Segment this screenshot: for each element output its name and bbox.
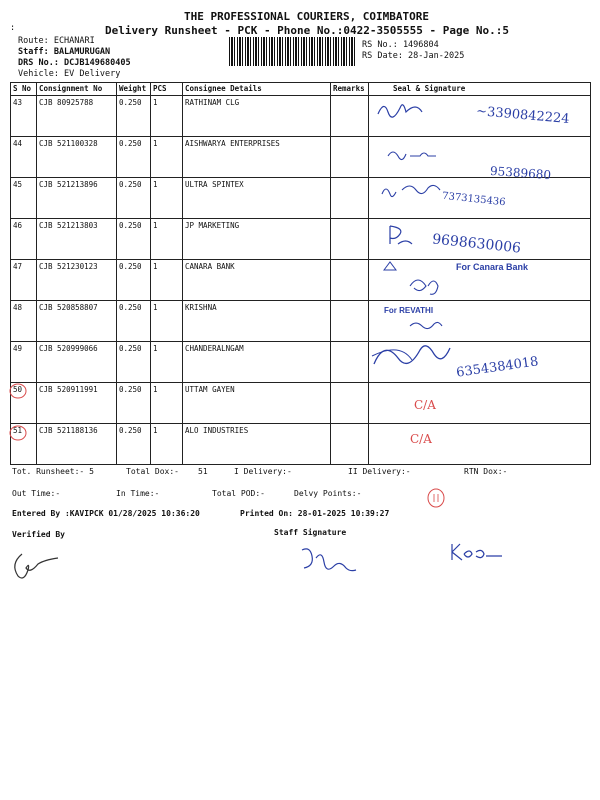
corner-mark: :	[10, 23, 16, 33]
cell-pcs: 1	[151, 301, 183, 342]
barcode-image	[229, 37, 356, 66]
cell-sno: 49	[11, 342, 37, 383]
cell-pcs: 1	[151, 260, 183, 301]
cell-remarks	[331, 219, 369, 260]
drs-number: DRS No.: DCJB149680405	[18, 58, 131, 68]
verified-signature	[8, 548, 64, 584]
cell-sno: 45	[11, 178, 37, 219]
route-label: Route: ECHANARI	[18, 36, 95, 46]
cell-weight: 0.250	[117, 424, 151, 465]
total-pod: Total POD:-	[212, 489, 265, 498]
revathi-stamp: For REVATHI	[384, 306, 434, 315]
cell-weight: 0.250	[117, 260, 151, 301]
cell-weight: 0.250	[117, 383, 151, 424]
cell-pcs: 1	[151, 424, 183, 465]
cell-consignee: AISHWARYA ENTERPRISES	[183, 137, 331, 178]
verified-by: Verified By	[12, 530, 65, 539]
rs-number: RS No.: 1496804	[362, 40, 439, 50]
runsheet-subtitle: Delivery Runsheet - PCK - Phone No.:0422-3505555 - Page No.:5	[105, 24, 509, 37]
cell-remarks	[331, 383, 369, 424]
cell-pcs: 1	[151, 178, 183, 219]
vehicle-label: Vehicle: EV Delivery	[18, 69, 121, 79]
cell-consignee: KRISHNA	[183, 301, 331, 342]
staff-signature-label: Staff Signature	[274, 528, 347, 537]
ca-mark-51: C/A	[410, 432, 432, 446]
cell-pcs: 1	[151, 383, 183, 424]
cell-consignment: CJB 80925788	[37, 96, 117, 137]
handwritten-phone-45: 7373135436	[441, 190, 507, 209]
col-sno: S No	[11, 83, 37, 96]
cell-remarks	[331, 260, 369, 301]
col-weight: Weight	[117, 83, 151, 96]
cell-weight: 0.250	[117, 178, 151, 219]
cell-sno: 47	[11, 260, 37, 301]
cell-consignment: CJB 521100328	[37, 137, 117, 178]
rtn-dox: RTN Dox:-	[464, 467, 508, 476]
cell-consignee: ULTRA SPINTEX	[183, 178, 331, 219]
cell-pcs: 1	[151, 219, 183, 260]
cell-remarks	[331, 96, 369, 137]
cell-sno: 43	[11, 96, 37, 137]
printed-on: Printed On: 28-01-2025 10:39:27	[240, 509, 390, 518]
staff-signature	[296, 544, 360, 578]
col-consignee: Consignee Details	[183, 83, 331, 96]
entered-by: Entered By :KAVIPCK 01/28/2025 10:36:20	[12, 509, 200, 518]
handwritten-phone-43: ~3390842224	[475, 103, 571, 128]
cell-sno: 48	[11, 301, 37, 342]
ii-delivery: II Delivery:-	[348, 467, 411, 476]
cell-consignment: CJB 520911991	[37, 383, 117, 424]
cell-consignee: RATHINAM CLG	[183, 96, 331, 137]
red-mark	[424, 486, 448, 510]
cell-remarks	[331, 301, 369, 342]
cell-consignee: CHANDERALNGAM	[183, 342, 331, 383]
canara-bank-stamp: For Canara Bank	[456, 262, 529, 272]
cell-pcs: 1	[151, 342, 183, 383]
col-pcs: PCS	[151, 83, 183, 96]
ca-mark-50: C/A	[414, 398, 436, 412]
cell-weight: 0.250	[117, 219, 151, 260]
cell-sno: 46	[11, 219, 37, 260]
cell-weight: 0.250	[117, 96, 151, 137]
cell-consignment: CJB 520858807	[37, 301, 117, 342]
cell-sno: 51	[11, 424, 37, 465]
cell-consignment: CJB 520999066	[37, 342, 117, 383]
cell-sno: 44	[11, 137, 37, 178]
col-seal-signature: Seal & Signature	[369, 83, 591, 96]
cell-consignee: ALO INDUSTRIES	[183, 424, 331, 465]
out-time: Out Time:-	[12, 489, 61, 498]
col-remarks: Remarks	[331, 83, 369, 96]
cell-remarks	[331, 424, 369, 465]
cell-consignment: CJB 521213896	[37, 178, 117, 219]
total-dox-label: Total Dox:-	[126, 467, 179, 476]
cell-consignment: CJB 521213803	[37, 219, 117, 260]
delvy-points: Delvy Points:-	[294, 489, 362, 498]
cell-consignment: CJB 521188136	[37, 424, 117, 465]
company-title: THE PROFESSIONAL COURIERS, COIMBATORE	[184, 10, 430, 23]
handwritten-phone-44: 95389680	[489, 163, 552, 183]
handwritten-phone-49: 6354384018	[455, 354, 540, 381]
col-consignment: Consignment No	[37, 83, 117, 96]
red-circle-marks	[6, 380, 32, 440]
cell-remarks	[331, 137, 369, 178]
staff-label: Staff: BALAMURUGAN	[18, 47, 111, 57]
total-dox-value: 51	[198, 467, 208, 476]
cell-consignee: UTTAM GAYEN	[183, 383, 331, 424]
i-delivery: I Delivery:-	[234, 467, 292, 476]
cell-sno: 50	[11, 383, 37, 424]
cell-remarks	[331, 178, 369, 219]
cell-consignee: CANARA BANK	[183, 260, 331, 301]
in-time: In Time:-	[116, 489, 160, 498]
cell-weight: 0.250	[117, 301, 151, 342]
cell-pcs: 1	[151, 137, 183, 178]
countersign-signature	[448, 540, 504, 566]
cell-consignment: CJB 521230123	[37, 260, 117, 301]
cell-weight: 0.250	[117, 342, 151, 383]
rs-date: RS Date: 28-Jan-2025	[362, 51, 465, 61]
cell-pcs: 1	[151, 96, 183, 137]
cell-consignee: JP MARKETING	[183, 219, 331, 260]
tot-runsheet: Tot. Runsheet:- 5	[12, 467, 94, 476]
handwritten-phone-46: 9698630006	[431, 231, 522, 257]
cell-remarks	[331, 342, 369, 383]
cell-weight: 0.250	[117, 137, 151, 178]
